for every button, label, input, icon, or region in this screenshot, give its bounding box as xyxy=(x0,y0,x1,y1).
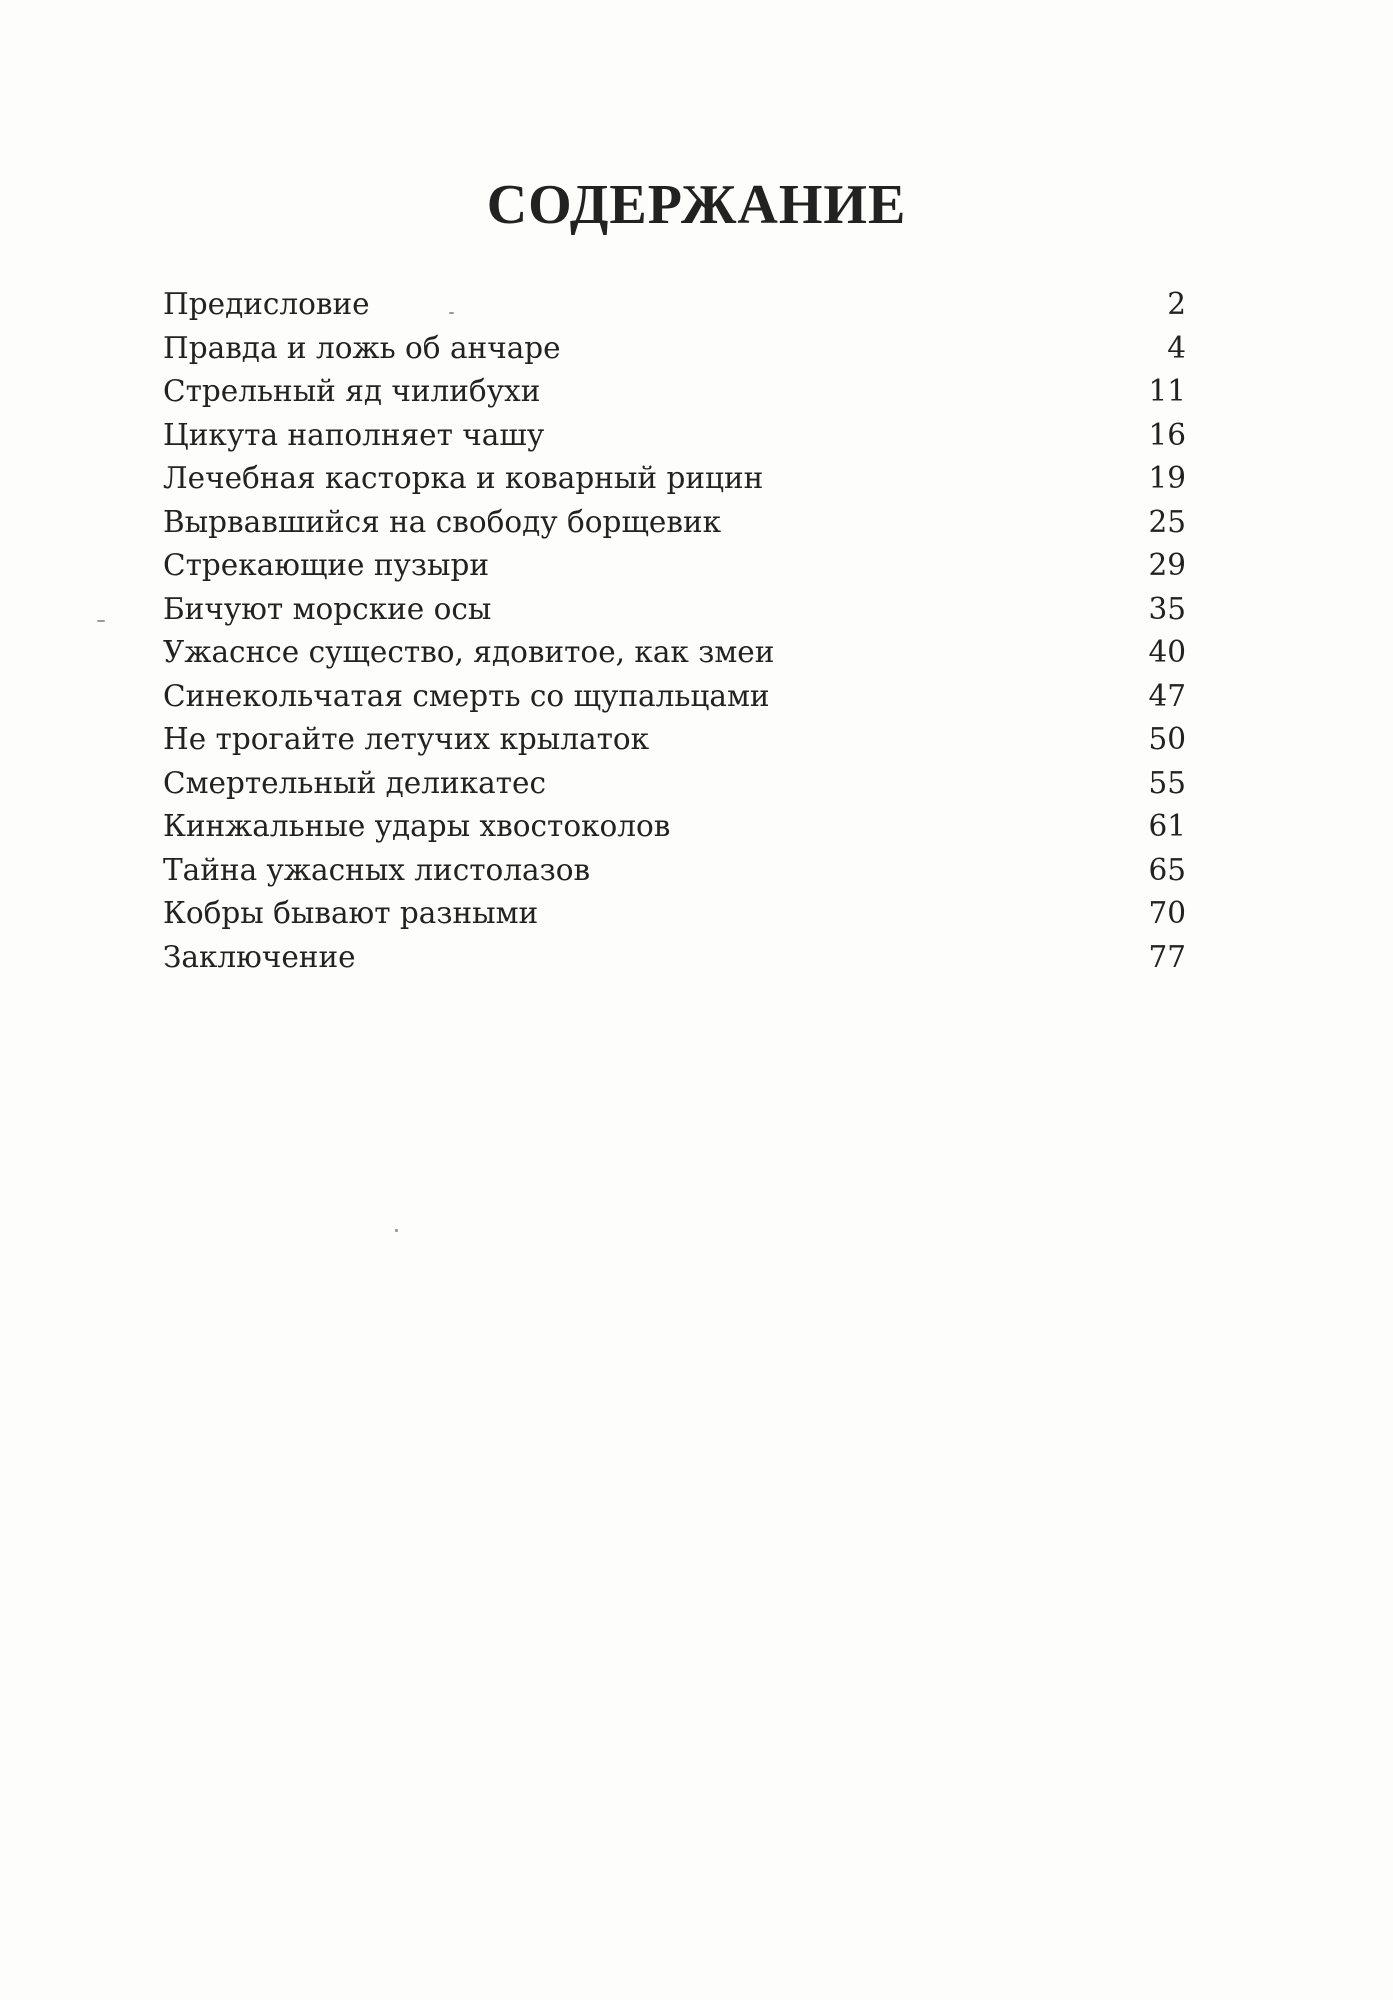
toc-entry-page: 25 xyxy=(1148,504,1186,539)
toc-entry-title: Стрекающие пузыри xyxy=(163,548,489,582)
toc-entry-title: Ужаснсе существо, ядовитое, как змеи xyxy=(163,635,775,669)
toc-entry xyxy=(163,457,1186,501)
toc-entry-title: Смертельный деликатес xyxy=(163,765,546,800)
toc-entry-page: 55 xyxy=(1148,765,1186,800)
toc-entry-page: 29 xyxy=(1148,548,1186,582)
toc-entry-page: 70 xyxy=(1148,896,1186,930)
toc-entry-title: Вырвавшийся на свободу борщевик xyxy=(163,504,722,539)
toc-entry xyxy=(163,936,1186,980)
toc-entry-page: 16 xyxy=(1148,417,1186,452)
toc-entry-title: Заключение xyxy=(163,939,356,974)
toc-entry xyxy=(163,370,1186,414)
toc-entry xyxy=(163,501,1186,545)
page-title: СОДЕРЖАНИЕ xyxy=(486,174,907,236)
toc-entry xyxy=(163,892,1186,936)
toc-entry-title: Предисловие xyxy=(163,287,370,321)
toc-entry-title: Бичуют морские осы xyxy=(163,591,492,626)
toc-entry-page: 61 xyxy=(1148,809,1186,843)
toc-entry xyxy=(163,414,1186,458)
toc-entry-title: Не трогайте летучих крылаток xyxy=(163,722,650,756)
toc-entry-title: Синекольчатая смерть со щупальцами xyxy=(163,678,770,713)
toc-entry-page: 50 xyxy=(1148,722,1186,756)
toc-entry-page: 77 xyxy=(1148,939,1186,974)
toc-entry-title: Кобры бывают разными xyxy=(163,896,539,930)
toc-entry-page: 40 xyxy=(1148,635,1186,669)
toc-entry xyxy=(163,805,1186,849)
toc-entry xyxy=(163,849,1186,893)
toc-entry-title: Кинжальные удары хвостоколов xyxy=(163,809,671,843)
toc-entry xyxy=(163,327,1186,371)
scan-speck xyxy=(449,312,454,314)
toc-entry-page: 11 xyxy=(1148,374,1186,408)
toc-entry-title: Стрельный яд чилибухи xyxy=(163,374,541,408)
table-of-contents xyxy=(163,283,1186,979)
toc-entry xyxy=(163,588,1186,632)
toc-entry-title: Тайна ужасных листолазов xyxy=(163,852,591,887)
scan-speck xyxy=(97,620,105,622)
toc-entry-page: 2 xyxy=(1167,287,1186,321)
toc-entry-page: 19 xyxy=(1148,461,1186,495)
toc-entry-title: Лечебная касторка и коварный рицин xyxy=(163,461,764,495)
toc-entry-title: Правда и ложь об анчаре xyxy=(163,330,561,365)
toc-entry-page: 35 xyxy=(1148,591,1186,626)
toc-entry xyxy=(163,544,1186,588)
toc-entry-page: 65 xyxy=(1148,852,1186,887)
toc-entry xyxy=(163,718,1186,762)
toc-entry xyxy=(163,762,1186,806)
toc-entry-title: Цикута наполняет чашу xyxy=(163,417,545,452)
scan-speck xyxy=(395,1229,398,1232)
toc-entry xyxy=(163,283,1186,327)
toc-entry-page: 4 xyxy=(1167,330,1186,365)
toc-entry-page: 47 xyxy=(1148,678,1186,713)
toc-entry xyxy=(163,675,1186,719)
toc-entry xyxy=(163,631,1186,675)
